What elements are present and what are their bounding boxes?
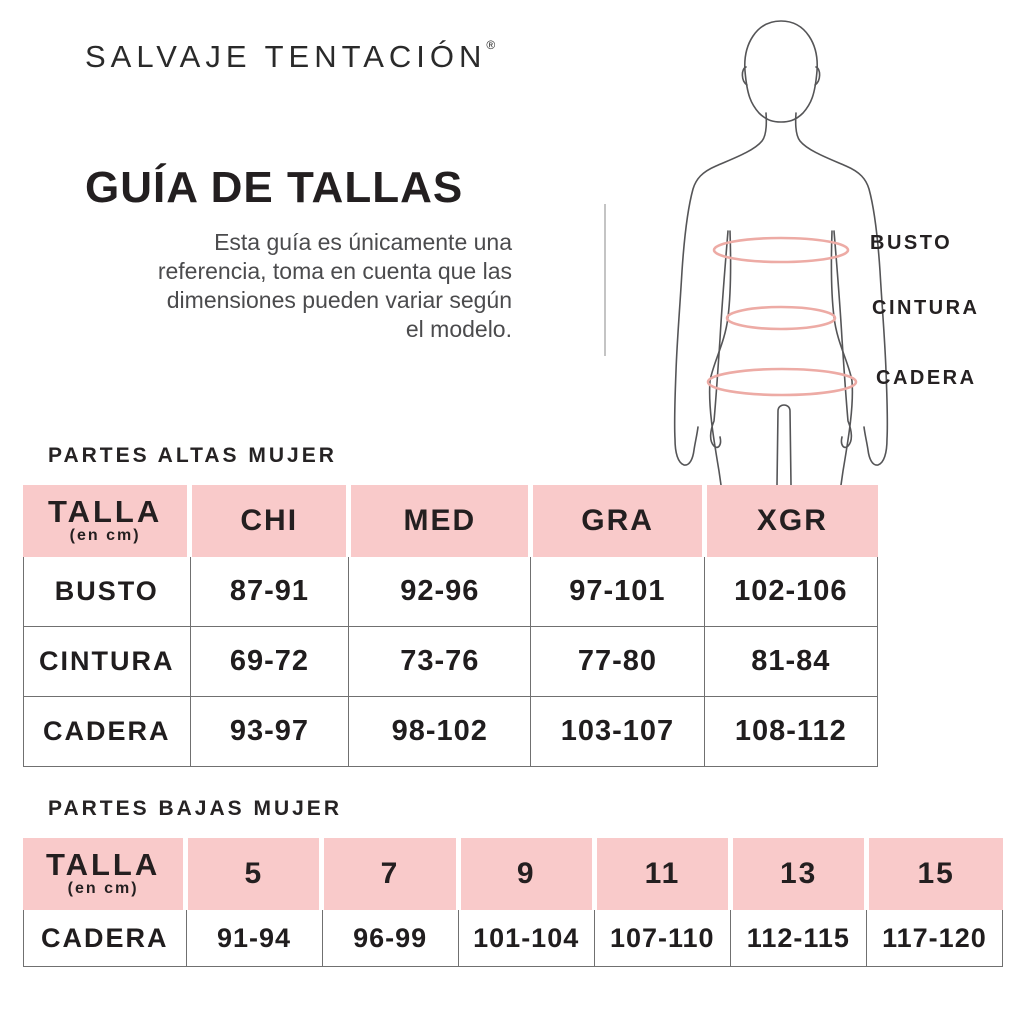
table-bajas-header xyxy=(23,838,1003,910)
value-cell: 96-99 xyxy=(323,910,459,967)
header-cell-talla xyxy=(23,485,187,557)
header-cell-size xyxy=(461,838,592,910)
section-title-partes-bajas: PARTES BAJAS MUJER xyxy=(48,797,342,820)
table-altas-header xyxy=(23,485,878,557)
hip-label: CADERA xyxy=(876,367,977,389)
header-cell-size xyxy=(324,838,455,910)
bust-label: BUSTO xyxy=(870,232,953,254)
value-cell: 81-84 xyxy=(705,627,878,697)
vertical-divider xyxy=(604,204,606,356)
header-cell-size xyxy=(597,838,728,910)
value-cell: 102-106 xyxy=(705,557,878,627)
row-label-cell: CADERA xyxy=(24,910,187,967)
value-cell: 93-97 xyxy=(191,697,350,767)
size-label: MED xyxy=(403,504,477,537)
waist-label: CINTURA xyxy=(872,297,980,319)
value-cell: 91-94 xyxy=(187,910,323,967)
header-cell-size xyxy=(188,838,319,910)
header-cell-size xyxy=(707,485,878,557)
section-title-partes-altas: PARTES ALTAS MUJER xyxy=(48,444,337,467)
header-cell-size xyxy=(351,485,528,557)
value-cell: 92-96 xyxy=(349,557,531,627)
head-outline xyxy=(745,21,817,122)
description-line: Esta guía es únicamente una xyxy=(214,229,512,255)
value-cell: 107-110 xyxy=(595,910,731,967)
row-label-cell: CINTURA xyxy=(24,627,191,697)
size-label: 11 xyxy=(644,857,681,890)
size-guide-description xyxy=(62,228,512,344)
header-cell-size xyxy=(869,838,1003,910)
header-cell-size xyxy=(533,485,702,557)
value-cell: 117-120 xyxy=(867,910,1003,967)
size-label: 5 xyxy=(244,857,264,890)
row-label-cell: BUSTO xyxy=(24,557,191,627)
value-cell: 87-91 xyxy=(191,557,350,627)
value-cell: 98-102 xyxy=(349,697,531,767)
registered-trademark-icon: ® xyxy=(486,38,496,52)
value-cell: 77-80 xyxy=(531,627,704,697)
brand-name: SALVAJE TENTACIÓN xyxy=(85,39,487,74)
waist-measure-line xyxy=(727,307,835,329)
header-cell-size xyxy=(192,485,346,557)
brand-logo xyxy=(85,38,495,75)
size-label: CHI xyxy=(240,504,299,537)
talla-label: TALLA xyxy=(47,494,163,529)
description-line: el modelo. xyxy=(405,316,512,342)
talla-unit: (en cm) xyxy=(67,880,139,897)
page-title: GUÍA DE TALLAS xyxy=(85,163,464,212)
body-outline-figure xyxy=(620,9,1024,485)
value-cell: 112-115 xyxy=(731,910,867,967)
value-cell: 103-107 xyxy=(531,697,704,767)
value-cell: 108-112 xyxy=(705,697,878,767)
size-label: XGR xyxy=(756,504,828,537)
size-label: 15 xyxy=(917,857,955,890)
size-label: GRA xyxy=(581,504,654,537)
value-cell: 97-101 xyxy=(531,557,704,627)
header-cell-size xyxy=(733,838,864,910)
talla-label: TALLA xyxy=(45,847,161,882)
header-cell-talla xyxy=(23,838,183,910)
row-label-cell: CADERA xyxy=(24,697,191,767)
bust-measure-line xyxy=(714,238,848,262)
size-label: 13 xyxy=(779,857,818,890)
description-line: referencia, toma en cuenta que las xyxy=(157,258,512,284)
description-line: dimensiones pueden variar según xyxy=(166,287,512,313)
value-cell: 69-72 xyxy=(191,627,350,697)
value-cell: 101-104 xyxy=(459,910,595,967)
size-label: 7 xyxy=(380,857,400,890)
hip-measure-line xyxy=(708,369,856,395)
value-cell: 73-76 xyxy=(349,627,531,697)
table-bajas-body xyxy=(23,910,1003,967)
table-altas-body xyxy=(23,557,878,767)
size-label: 9 xyxy=(516,857,536,890)
talla-unit: (en cm) xyxy=(69,527,141,544)
